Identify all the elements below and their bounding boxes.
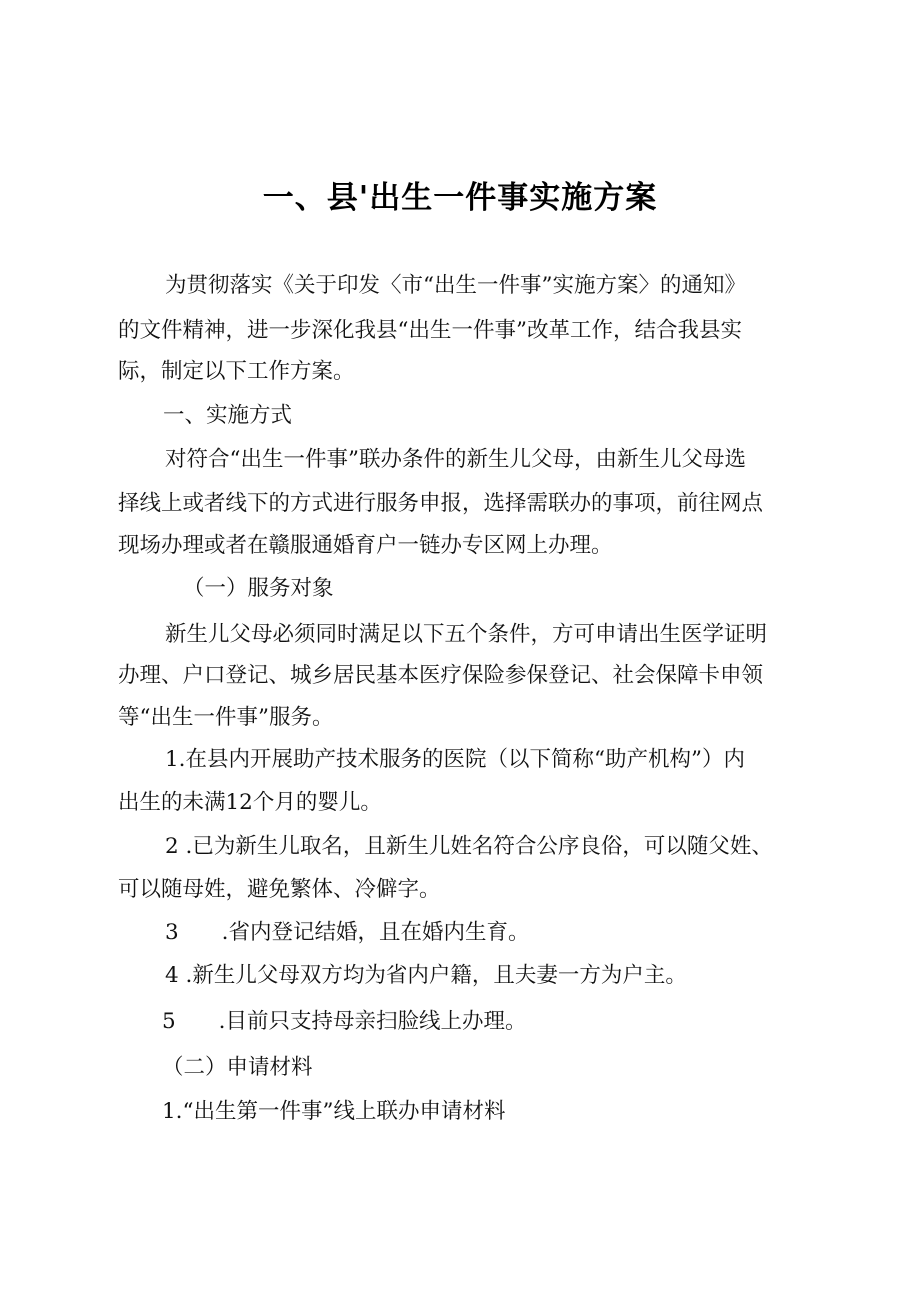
section1-line-1: 对符合“出生一件事”联办条件的新生儿父母，由新生儿父母选: [165, 447, 746, 472]
condition-1-line-1: 1.在县内开展助产技术服务的医院（以下简称“助产机构”）内: [165, 747, 745, 772]
section-heading-implementation: 一、实施方式: [163, 403, 293, 428]
subsection-heading-materials: （二）申请材料: [162, 1055, 313, 1080]
condition-2-line-1: 2 .已为新生儿取名，且新生儿姓名符合公序良俗，可以随父姓、: [165, 834, 773, 859]
section1-line-2: 择线上或者线下的方式进行服务申报，选择需联办的事项，前往网点: [118, 491, 764, 516]
intro-line-1: 为贯彻落实《关于印发〈市“出生一件事”实施方案〉的通知》: [165, 273, 746, 298]
section1-line-3: 现场办理或者在赣服通婚育户一链办专区网上办理。: [118, 533, 613, 558]
intro-line-2: 的文件精神，进一步深化我县“出生一件事”改革工作，结合我县实: [118, 318, 742, 343]
condition-5: 5 .目前只支持母亲扫脸线上办理。: [162, 1009, 527, 1034]
intro-line-3: 际，制定以下工作方案。: [118, 359, 355, 384]
condition-3: 3 .省内登记结婚，且在婚内生育。: [165, 920, 530, 945]
sub1-line-3: 等“出生一件事”服务。: [118, 705, 334, 730]
sub2-line-1: 1.“出生第一件事”线上联办申请材料: [162, 1099, 506, 1124]
condition-4: 4 .新生儿父母双方均为省内户籍，且夫妻一方为户主。: [165, 963, 687, 988]
condition-1-line-2: 出生的未满12个月的婴儿。: [118, 790, 382, 815]
sub1-line-2: 办理、户口登记、城乡居民基本医疗保险参保登记、社会保障卡申领: [118, 663, 764, 688]
subsection-heading-service-target: （一）服务对象: [183, 576, 334, 601]
condition-2-line-2: 可以随母姓，避免繁体、冷僻字。: [118, 877, 441, 902]
document-title: 一、县'出生一件事实施方案: [262, 180, 658, 216]
sub1-line-1: 新生儿父母必须同时满足以下五个条件，方可申请出生医学证明: [165, 622, 768, 647]
